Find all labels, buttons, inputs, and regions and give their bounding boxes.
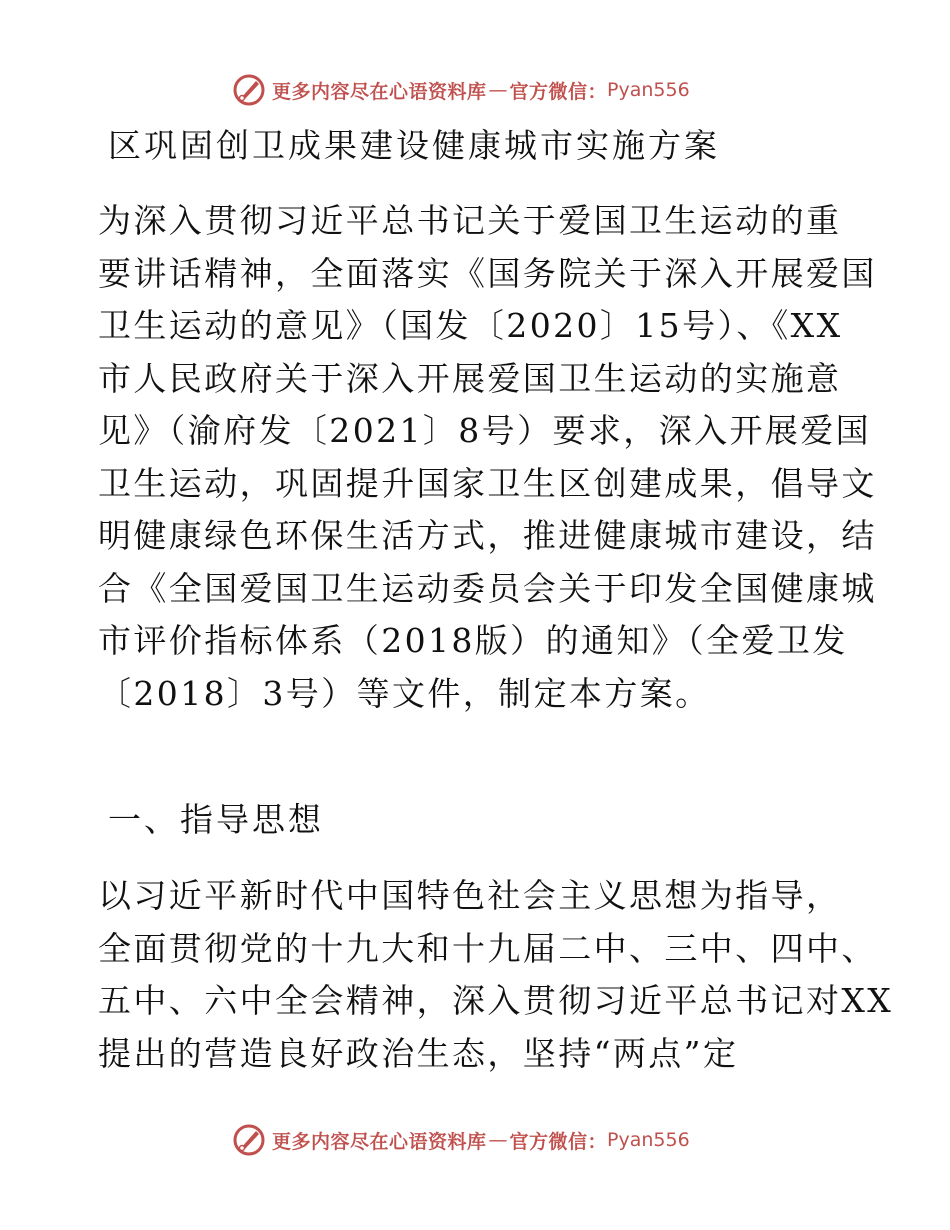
paragraph-line: 见》（渝府发〔2021〕8号）要求，深入开展爱国 [98, 411, 872, 450]
paragraph-line: 合《全国爱国卫生运动委员会关于印发全国健康城 [98, 568, 877, 608]
paragraph-line: 以习近平新时代中国特色社会主义思想为指导， [98, 876, 842, 915]
section-paragraph [98, 870, 894, 1080]
watermark-text: 更多内容尽在心语资料库 [272, 1130, 487, 1153]
paragraph-line: 为深入贯彻习近平总书记关于爱国卫生运动的重 [98, 201, 842, 240]
paragraph-line: 卫生运动，巩固提升国家卫生区创建成果，倡导文 [98, 463, 877, 503]
intro-paragraph [98, 195, 877, 720]
paragraph-line: 五中、六中全会精神，深入贯彻习近平总书记对XX [98, 981, 894, 1020]
paragraph-line: 要讲话精神，全面落实《国务院关于深入开展爱国 [98, 253, 877, 293]
footer-watermark [232, 1122, 690, 1158]
quill-logo-icon [232, 73, 266, 107]
paragraph-line: 市人民政府关于深入开展爱国卫生运动的实施意 [98, 358, 842, 398]
watermark-separator: — [488, 79, 508, 101]
document-title: 区巩固创卫成果建设健康城市实施方案 [108, 126, 720, 165]
watermark-handle: Pyan556 [607, 79, 690, 101]
watermark-handle: Pyan556 [607, 1129, 690, 1151]
quill-logo-icon [232, 1123, 266, 1157]
section-heading: 一、指导思想 [108, 800, 324, 839]
paragraph-line: 提出的营造良好政治生态，坚持“两点”定 [98, 1033, 739, 1073]
paragraph-line: 明健康绿色环保生活方式，推进健康城市建设，结 [98, 516, 877, 555]
watermark-label: 官方微信： [509, 1130, 608, 1153]
watermark-text: 更多内容尽在心语资料库 [272, 80, 487, 103]
watermark-separator: — [488, 1129, 508, 1151]
paragraph-line: 〔2018〕3号）等文件，制定本方案。 [98, 673, 711, 713]
paragraph-line: 市评价指标体系（2018版）的通知》（全爱卫发 [98, 621, 848, 660]
header-watermark [232, 72, 690, 108]
paragraph-line: 全面贯彻党的十九大和十九届二中、三中、四中、 [98, 928, 877, 968]
paragraph-line: 卫生运动的意见》（国发〔2020〕15号）、《XX [98, 306, 843, 345]
watermark-label: 官方微信： [509, 80, 608, 103]
